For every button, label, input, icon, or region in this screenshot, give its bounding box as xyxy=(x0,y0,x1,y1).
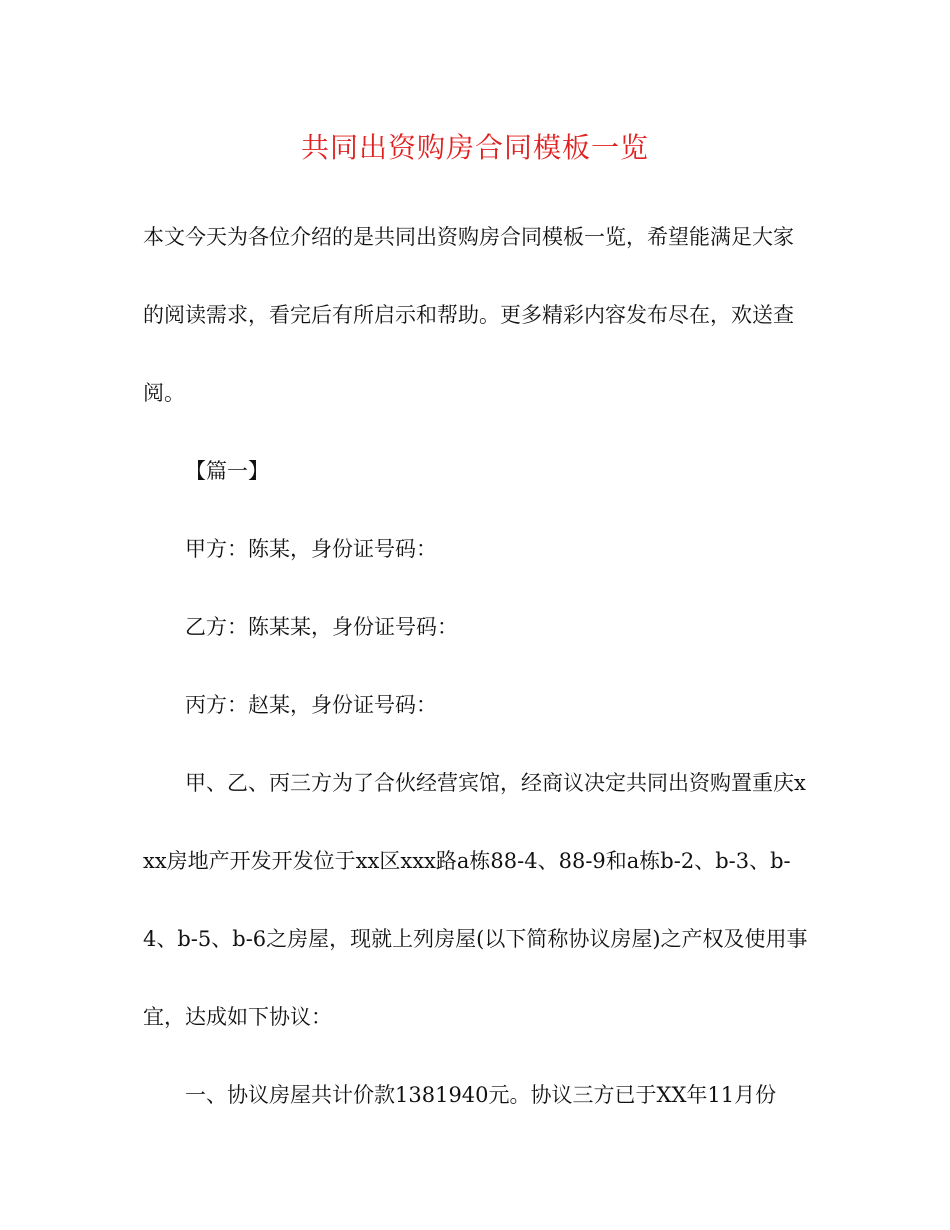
party-a-line: 甲方：陈某，身份证号码： xyxy=(185,537,437,561)
document-title: 共同出资购房合同模板一览 xyxy=(300,131,649,164)
section-heading: 【篇一】 xyxy=(185,459,269,483)
clause-one-paragraph: 一、协议房屋共计价款1381940元。协议三方已于XX年11月份 xyxy=(185,1083,777,1107)
intro-paragraph: 本文今天为各位介绍的是共同出资购房合同模板一览，希望能满足大家的阅读需求，看完后有所启示和帮助。更多精彩内容发布尽在，欢送查阅。 xyxy=(143,225,794,405)
party-c-line: 丙方：赵某，身份证号码： xyxy=(185,693,437,717)
party-b-line: 乙方：陈某某，身份证号码： xyxy=(185,615,458,639)
main-paragraph: 甲、乙、丙三方为了合伙经营宾馆，经商议决定共同出资购置重庆xxx房地产开发开发位于xx区xxx路a栋88-4、88-9和a栋b-2、b-3、b-4、b-5、b-6之房屋，现就上列房屋(以下简称协议房屋)之产权及使用事宜，达成如下协议： xyxy=(143,771,808,1029)
